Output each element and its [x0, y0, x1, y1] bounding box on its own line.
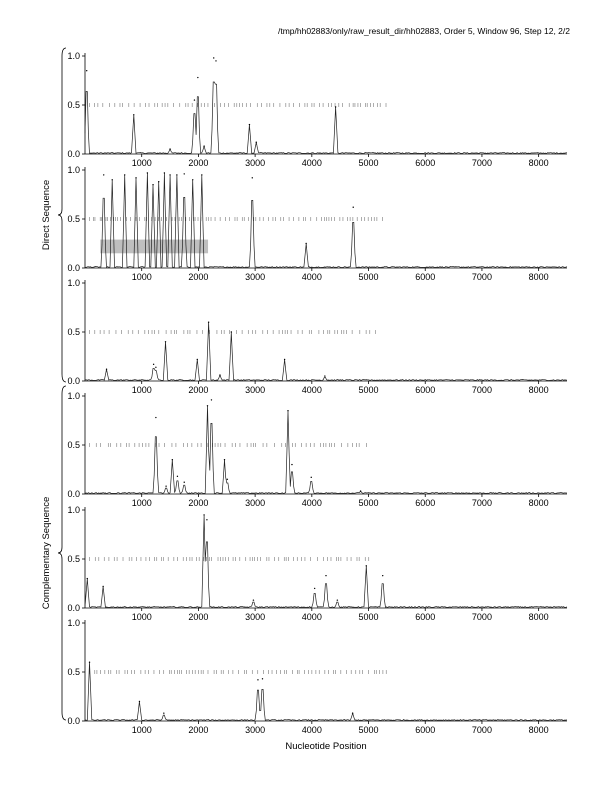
peak-point-complement-3 — [139, 701, 140, 702]
group-label-complement: Complementary Sequence — [41, 496, 52, 610]
peak-point-direct-3 — [165, 341, 166, 342]
series-line-complement-2 — [85, 515, 567, 608]
x-tick-label-direct-2: 7000 — [471, 272, 492, 282]
peak-point-direct-2 — [103, 174, 104, 175]
x-tick-label-direct-2: 3000 — [245, 272, 266, 282]
peak-point-direct-2 — [124, 174, 125, 175]
peak-point-complement-2 — [366, 565, 367, 566]
x-tick-label-direct-1: 2000 — [188, 158, 209, 168]
x-tick-label-complement-2: 4000 — [301, 612, 322, 622]
peak-point-direct-3 — [231, 331, 232, 332]
y-tick-label-direct-1: 0.0 — [67, 149, 80, 159]
peak-point-direct-2 — [201, 174, 202, 175]
peak-point-direct-1 — [86, 70, 87, 71]
x-tick-label-complement-1: 4000 — [301, 498, 322, 508]
x-tick-label-direct-1: 8000 — [528, 158, 549, 168]
peak-point-complement-3 — [257, 679, 258, 680]
peak-point-direct-2 — [112, 179, 113, 180]
x-tick-label-complement-2: 7000 — [471, 612, 492, 622]
peak-point-direct-1 — [215, 60, 216, 61]
peak-point-direct-3 — [153, 364, 154, 365]
x-tick-label-direct-2: 5000 — [358, 272, 379, 282]
peak-point-direct-1 — [213, 57, 214, 58]
peak-point-complement-2 — [206, 519, 207, 520]
y-tick-label-complement-1: 0.0 — [67, 489, 80, 499]
peak-point-direct-2 — [152, 184, 153, 185]
window-bar — [100, 240, 208, 254]
x-tick-label-complement-1: 1000 — [131, 498, 152, 508]
peak-point-complement-1 — [155, 417, 156, 418]
peak-point-complement-2 — [325, 575, 326, 576]
x-tick-label-complement-3: 1000 — [131, 725, 152, 735]
x-tick-label-direct-3: 1000 — [131, 385, 152, 395]
x-tick-label-complement-1: 2000 — [188, 498, 209, 508]
x-tick-label-direct-1: 6000 — [415, 158, 436, 168]
peak-point-complement-1 — [172, 459, 173, 460]
x-tick-label-direct-3: 8000 — [528, 385, 549, 395]
peak-point-direct-3 — [324, 375, 325, 376]
peak-point-direct-2 — [147, 172, 148, 173]
x-tick-label-complement-3: 3000 — [245, 725, 266, 735]
peak-point-direct-2 — [184, 173, 185, 174]
y-tick-label-complement-3: 0.5 — [67, 667, 80, 677]
x-tick-label-complement-3: 4000 — [301, 725, 322, 735]
peak-point-complement-1 — [360, 490, 361, 491]
peak-point-complement-1 — [184, 482, 185, 483]
peak-point-complement-2 — [102, 586, 103, 587]
y-tick-label-complement-1: 1.0 — [67, 391, 80, 401]
peak-point-complement-2 — [203, 514, 204, 515]
y-tick-label-complement-3: 0.0 — [67, 716, 80, 726]
peak-point-direct-2 — [169, 174, 170, 175]
y-tick-label-complement-3: 1.0 — [67, 618, 80, 628]
x-tick-label-direct-2: 1000 — [131, 272, 152, 282]
x-tick-label-direct-2: 4000 — [301, 272, 322, 282]
y-tick-label-complement-1: 0.5 — [67, 440, 80, 450]
peak-point-complement-3 — [262, 678, 263, 679]
x-tick-label-complement-3: 8000 — [528, 725, 549, 735]
peak-point-direct-1 — [194, 99, 195, 100]
y-tick-label-complement-2: 0.0 — [67, 603, 80, 613]
peak-point-complement-2 — [253, 599, 254, 600]
x-tick-label-complement-2: 2000 — [188, 612, 209, 622]
x-tick-label-complement-1: 6000 — [415, 498, 436, 508]
series-line-complement-1 — [85, 406, 567, 494]
peak-point-complement-3 — [352, 712, 353, 713]
brace-complement — [58, 386, 66, 720]
peak-point-complement-1 — [291, 464, 292, 465]
x-tick-label-complement-3: 5000 — [358, 725, 379, 735]
peak-point-direct-3 — [106, 369, 107, 370]
peak-point-direct-1 — [203, 145, 204, 146]
peak-point-complement-2 — [87, 578, 88, 579]
x-axis-label: Nucleotide Position — [285, 741, 367, 752]
peak-point-direct-1 — [256, 142, 257, 143]
peak-point-complement-1 — [177, 476, 178, 477]
peak-point-direct-2 — [305, 243, 306, 244]
x-tick-label-direct-2: 2000 — [188, 272, 209, 282]
peak-point-complement-2 — [382, 575, 383, 576]
peak-point-direct-2 — [176, 174, 177, 175]
x-tick-label-complement-2: 6000 — [415, 612, 436, 622]
peak-point-direct-2 — [353, 207, 354, 208]
peak-point-direct-3 — [208, 322, 209, 323]
x-tick-label-complement-3: 2000 — [188, 725, 209, 735]
peak-point-direct-2 — [158, 181, 159, 182]
peak-point-direct-1 — [169, 148, 170, 149]
peak-point-direct-3 — [219, 374, 220, 375]
peak-point-complement-1 — [165, 485, 166, 486]
x-tick-label-direct-3: 6000 — [415, 385, 436, 395]
y-tick-label-direct-2: 1.0 — [67, 165, 80, 175]
peak-point-direct-3 — [284, 359, 285, 360]
x-tick-label-complement-3: 6000 — [415, 725, 436, 735]
x-tick-label-direct-3: 5000 — [358, 385, 379, 395]
x-tick-label-direct-1: 5000 — [358, 158, 379, 168]
series-line-direct-3 — [85, 322, 567, 380]
x-tick-label-direct-3: 3000 — [245, 385, 266, 395]
page-header: /tmp/hh02883/only/raw_result_dir/hh02883, Order 5, Window 96, Step 12, 2/2 — [277, 26, 570, 36]
x-tick-label-direct-1: 4000 — [301, 158, 322, 168]
x-tick-label-complement-1: 3000 — [245, 498, 266, 508]
series-line-complement-3 — [85, 662, 567, 720]
x-tick-label-complement-2: 8000 — [528, 612, 549, 622]
peak-point-complement-3 — [163, 712, 164, 713]
peak-point-complement-1 — [227, 479, 228, 480]
y-tick-label-direct-3: 0.5 — [67, 327, 80, 337]
brace-direct — [58, 48, 66, 382]
peak-point-direct-1 — [249, 124, 250, 125]
x-tick-label-direct-1: 3000 — [245, 158, 266, 168]
x-tick-label-complement-1: 8000 — [528, 498, 549, 508]
y-tick-label-direct-2: 0.0 — [67, 263, 80, 273]
peak-point-complement-1 — [207, 405, 208, 406]
peak-point-complement-2 — [337, 599, 338, 600]
x-tick-label-direct-2: 8000 — [528, 272, 549, 282]
x-tick-label-direct-3: 7000 — [471, 385, 492, 395]
series-line-direct-1 — [85, 82, 567, 154]
peak-point-direct-1 — [335, 106, 336, 107]
peak-point-complement-2 — [314, 588, 315, 589]
peak-point-direct-1 — [133, 114, 134, 115]
group-label-direct: Direct Sequence — [41, 179, 52, 251]
peak-point-complement-1 — [311, 477, 312, 478]
peak-point-complement-3 — [89, 662, 90, 663]
y-tick-label-direct-2: 0.5 — [67, 214, 80, 224]
peak-point-complement-1 — [224, 459, 225, 460]
peak-point-direct-3 — [155, 367, 156, 368]
x-tick-label-direct-3: 2000 — [188, 385, 209, 395]
peak-point-direct-3 — [197, 359, 198, 360]
y-tick-label-direct-1: 1.0 — [67, 51, 80, 61]
x-tick-label-complement-1: 7000 — [471, 498, 492, 508]
peak-point-direct-2 — [192, 179, 193, 180]
x-tick-label-direct-2: 6000 — [415, 272, 436, 282]
peak-point-direct-1 — [197, 77, 198, 78]
peak-point-direct-2 — [164, 172, 165, 173]
y-tick-label-complement-2: 1.0 — [67, 505, 80, 515]
x-tick-label-complement-2: 5000 — [358, 612, 379, 622]
y-tick-label-direct-3: 0.0 — [67, 376, 80, 386]
series-line-direct-2 — [85, 173, 567, 268]
x-tick-label-complement-2: 3000 — [245, 612, 266, 622]
x-tick-label-complement-2: 1000 — [131, 612, 152, 622]
x-tick-label-direct-3: 4000 — [301, 385, 322, 395]
y-tick-label-direct-3: 1.0 — [67, 278, 80, 288]
x-tick-label-direct-1: 1000 — [131, 158, 152, 168]
peak-point-direct-2 — [252, 177, 253, 178]
y-tick-label-complement-2: 0.5 — [67, 554, 80, 564]
x-tick-label-complement-3: 7000 — [471, 725, 492, 735]
peak-point-complement-1 — [211, 399, 212, 400]
peak-point-complement-1 — [287, 410, 288, 411]
x-tick-label-complement-1: 5000 — [358, 498, 379, 508]
peak-point-direct-2 — [135, 177, 136, 178]
y-tick-label-direct-1: 0.5 — [67, 100, 80, 110]
x-tick-label-direct-1: 7000 — [471, 158, 492, 168]
